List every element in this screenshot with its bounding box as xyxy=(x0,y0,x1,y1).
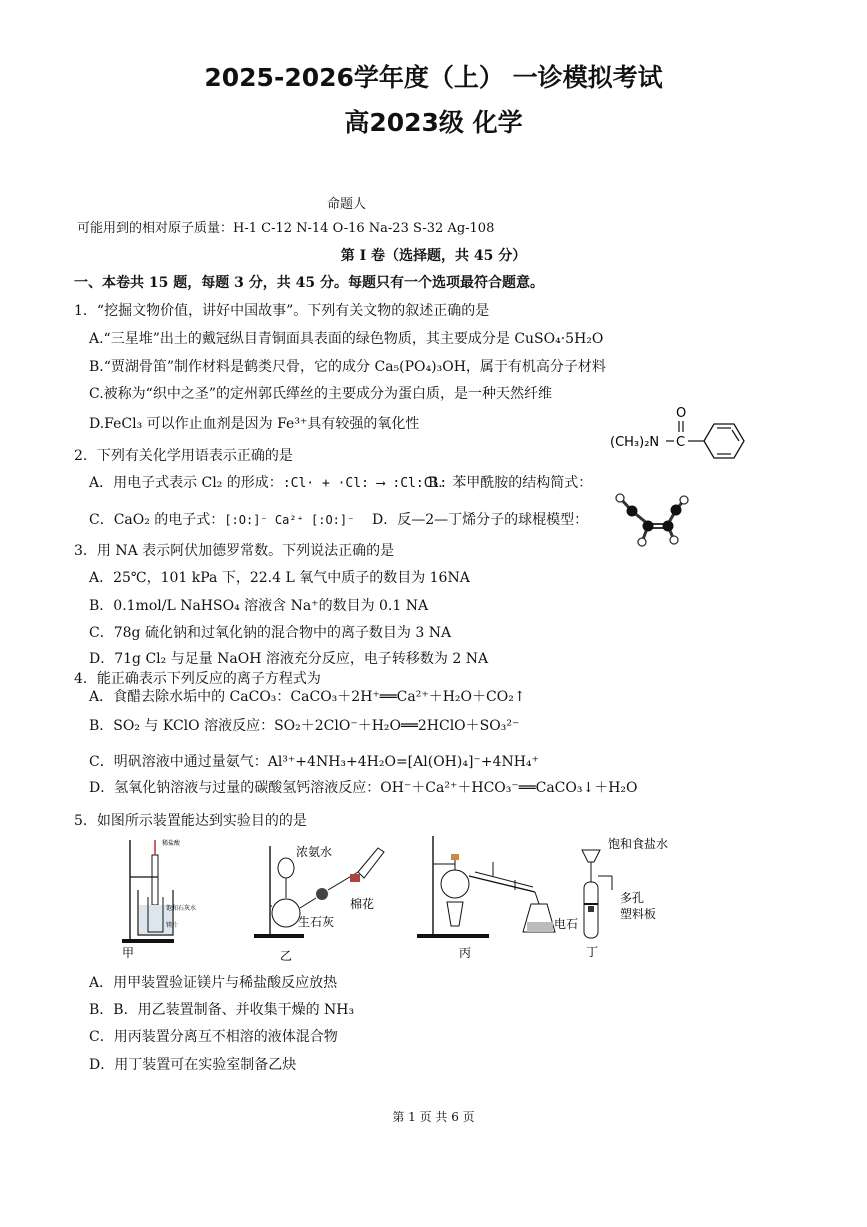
exam-title: 2025-2026学年度（上） 一诊模拟考试 xyxy=(204,63,663,92)
q4-option-b: B．SO₂ 与 KClO 溶液反应：SO₂＋2ClO⁻＋H₂O══2HClO＋SO₃²⁻ xyxy=(89,718,520,734)
q1-option-d: D.FeCl₃ 可以作止血剂是因为 Fe³⁺具有较强的氧化性 xyxy=(89,416,420,432)
q3-stem: 3．用 NA 表示阿伏加德罗常数。下列说法正确的是 xyxy=(74,543,395,559)
label-mg: 镁片 xyxy=(166,922,179,929)
label-bing: 丙 xyxy=(459,946,472,960)
struct-carbon-label: C xyxy=(676,435,686,450)
label-sat-lime: 饱和石灰水 xyxy=(166,905,197,912)
q4-option-d: D．氢氧化钠溶液与过量的碳酸氢钙溶液反应：OH⁻＋Ca²⁺＋HCO₃⁻══CaCO₃↓＋H₂O xyxy=(89,780,638,796)
q2-cao2-electron-formula: [:O:]⁻ Ca²⁺ [:O:]⁻ xyxy=(224,513,355,527)
label-porous-2: 塑料板 xyxy=(620,907,657,921)
section-instructions: 一、本卷共 15 题，每题 3 分，共 45 分。每题只有一个选项最符合题意。 xyxy=(74,275,544,291)
label-ding: 丁 xyxy=(586,945,599,959)
q5-option-a: A．用甲装置验证镁片与稀盐酸反应放热 xyxy=(89,975,338,991)
q2-option-a xyxy=(89,472,447,492)
q3-option-d: D．71g Cl₂ 与足量 NaOH 溶液充分反应，电子转移数为 2 NA xyxy=(89,651,489,667)
q4-option-c: C．明矾溶液中通过量氨气：Al³⁺+4NH₃+4H₂O=[Al(OH)₄]⁻+4NH₄⁺ xyxy=(89,754,539,770)
apparatus-jia xyxy=(118,835,198,960)
q2-option-d: D．反—2—丁烯分子的球棍模型： xyxy=(372,512,589,528)
label-yi: 乙 xyxy=(280,949,293,963)
q3-option-a: A．25℃，101 kPa 下，22.4 L 氧气中质子的数目为 16NA xyxy=(89,570,470,586)
page-number: 第 1 页 共 6 页 xyxy=(392,1110,475,1124)
label-quicklime: 生石灰 xyxy=(298,915,335,929)
q5-stem: 5．如图所示装置能达到实验目的的是 xyxy=(74,813,307,829)
label-conc-ammonia: 浓氨水 xyxy=(296,845,333,859)
apparatus-yi xyxy=(250,838,390,963)
label-carbide: 电石 xyxy=(554,917,579,931)
q5-option-b: B．B．用乙装置制备、并收集干燥的 NH₃ xyxy=(89,1002,355,1018)
q2-option-c-prefix: C．CaO₂ 的电子式： xyxy=(89,512,225,528)
author-line: 命题人 xyxy=(327,197,367,212)
q1-option-b: B.“贾湖骨笛”制作材料是鹤类尺骨，它的成分 Ca₅(PO₄)₃OH，属于有机高分子材料 xyxy=(89,359,606,375)
butene-ball-stick-model xyxy=(612,492,694,548)
label-dilute-hcl: 稀盐酸 xyxy=(162,840,181,847)
q1-option-a: A.“三星堆”出土的戴冠纵目青铜面具表面的绿色物质，其主要成分是 CuSO₄·5H₂O xyxy=(89,331,604,347)
label-cotton: 棉花 xyxy=(350,897,375,911)
q4-option-a: A．食醋去除水垢中的 CaCO₃：CaCO₃＋2H⁺══Ca²⁺＋H₂O＋CO₂↑ xyxy=(89,689,526,705)
struct-amine-label: (CH₃)₂N xyxy=(610,435,660,450)
q2-option-c xyxy=(89,509,354,529)
label-jia: 甲 xyxy=(122,946,135,960)
q4-stem: 4．能正确表示下列反应的离子方程式为 xyxy=(74,671,321,687)
q2-option-a-prefix: A．用电子式表示 Cl₂ 的形成： xyxy=(89,475,283,491)
label-brine: 饱和食盐水 xyxy=(608,837,669,851)
struct-oxygen-label: O xyxy=(676,406,687,421)
q2-cl2-electron-formula: :Cl· + ·Cl: ⟶ :Cl:Cl: xyxy=(282,476,448,491)
q1-stem: 1．“挖掘文物价值，讲好中国故事”。下列有关文物的叙述正确的是 xyxy=(74,303,490,319)
q3-option-b: B．0.1mol/L NaHSO₄ 溶液含 Na⁺的数目为 0.1 NA xyxy=(89,598,429,614)
q3-option-c: C．78g 硫化钠和过氧化钠的混合物中的离子数目为 3 NA xyxy=(89,625,452,641)
apparatus-bing xyxy=(415,832,565,962)
volume-title: 第 I 卷（选择题，共 45 分） xyxy=(340,248,527,264)
q2-stem: 2．下列有关化学用语表示正确的是 xyxy=(74,448,293,464)
benzamide-structure xyxy=(608,404,758,480)
q1-option-c: C.被称为“织中之圣”的定州郭氏缂丝的主要成分为蛋白质，是一种天然纤维 xyxy=(89,386,552,402)
label-porous-1: 多孔 xyxy=(620,891,645,905)
q5-option-d: D．用丁装置可在实验室制备乙炔 xyxy=(89,1057,297,1073)
q5-option-c: C．用丙装置分离互不相溶的液体混合物 xyxy=(89,1029,338,1045)
q2-option-b: B．苯甲酰胺的结构简式： xyxy=(428,475,593,491)
apparatus-ding xyxy=(554,832,730,960)
atomic-masses: 可能用到的相对原子质量：H-1 C-12 N-14 O-16 Na-23 S-32 Ag-108 xyxy=(77,221,495,236)
exam-subtitle: 高2023级 化学 xyxy=(344,108,523,137)
